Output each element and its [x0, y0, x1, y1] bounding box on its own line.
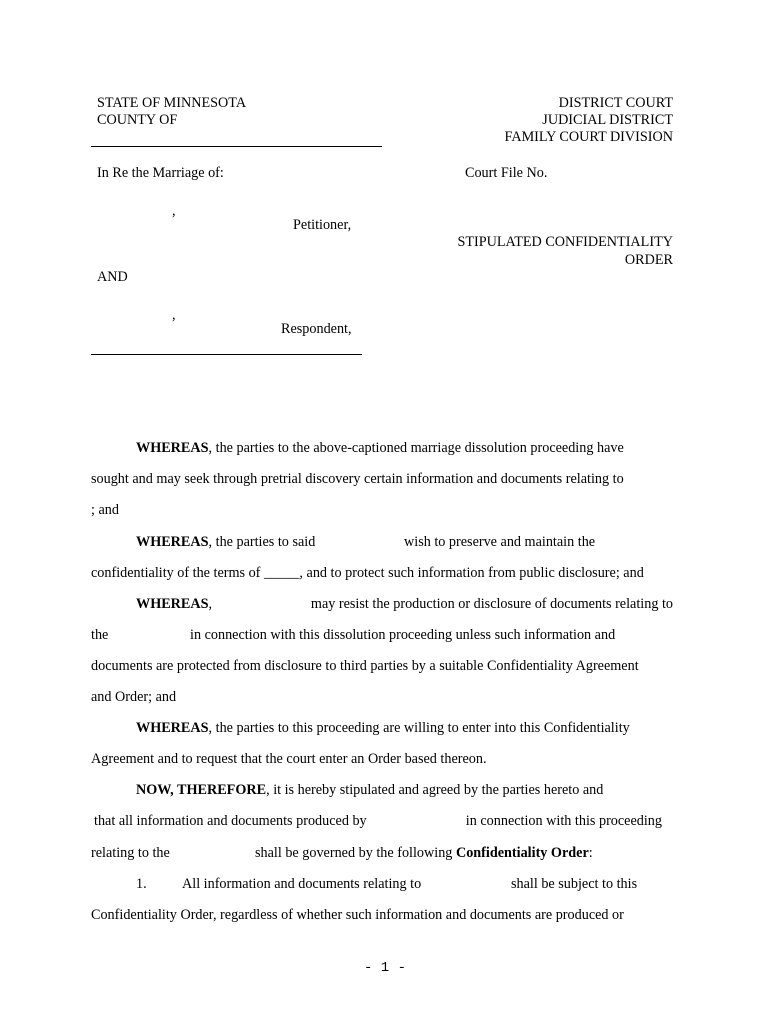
page-number: - 1 -	[363, 960, 406, 976]
state-name: STATE OF MINNESOTA	[97, 95, 247, 111]
county-label: COUNTY OF	[97, 112, 178, 128]
confidentiality-order-bold: Confidentiality Order	[455, 845, 589, 861]
whereas-3-line3: documents are protected from disclosure to third parties by a suitable Confidentiality Agreement	[91, 658, 639, 674]
document-title-line2: ORDER	[624, 252, 673, 268]
whereas-3-bold: WHEREAS	[136, 596, 209, 612]
in-re-label: In Re the Marriage of:	[97, 165, 224, 181]
court-file-label: Court File No.	[465, 165, 548, 181]
now-therefore-line3-colon: :	[588, 845, 593, 861]
item-1-text-a: All information and documents relating to	[182, 876, 422, 892]
now-therefore-line2-a: that all information and documents produced by	[94, 813, 367, 829]
petitioner-name-comma: ,	[172, 203, 176, 219]
and-label: AND	[97, 269, 128, 285]
whereas-2-line2: confidentiality of the terms of _____, and to protect such information from public disclosure; and	[91, 565, 644, 581]
whereas-3-text-a: ,	[208, 596, 213, 612]
now-therefore-line3-b	[255, 845, 593, 862]
whereas-1-line2: sought and may seek through pretrial discovery certain information and documents relating to	[91, 471, 624, 487]
whereas-4-line2: Agreement and to request that the court enter an Order based thereon.	[91, 751, 487, 767]
document-title-line1: STIPULATED CONFIDENTIALITY	[457, 234, 673, 250]
item-1-line2: Confidentiality Order, regardless of whether such information and documents are produced or	[91, 907, 624, 923]
whereas-3-line4: and Order; and	[91, 689, 177, 705]
court-division: FAMILY COURT DIVISION	[504, 129, 673, 145]
respondent-name-comma: ,	[172, 307, 176, 323]
whereas-2-bold: WHEREAS	[136, 534, 209, 550]
item-1-text-b: shall be subject to this	[511, 876, 638, 892]
judicial-district: JUDICIAL DISTRICT	[542, 112, 673, 128]
now-therefore-bold: NOW, THEREFORE	[136, 782, 267, 798]
item-1-number: 1.	[136, 876, 147, 892]
now-therefore-line3-text: shall be governed by the following	[255, 845, 453, 861]
whereas-4-bold: WHEREAS	[136, 720, 209, 736]
now-therefore-line3-a: relating to the	[91, 845, 170, 861]
whereas-1-line3: ; and	[91, 502, 119, 518]
county-underline	[91, 146, 382, 147]
whereas-2-text-b: wish to preserve and maintain the	[404, 534, 596, 550]
court-name: DISTRICT COURT	[558, 95, 673, 111]
whereas-4-text: , the parties to this proceeding are willing to enter into this Confidentiality	[208, 720, 630, 736]
caption-underline	[91, 354, 362, 355]
petitioner-label: Petitioner,	[293, 217, 352, 233]
whereas-3-line2-b: in connection with this dissolution proceeding unless such information and	[190, 627, 616, 643]
now-therefore-line2-b: in connection with this proceeding	[465, 813, 662, 829]
whereas-3-text-b: may resist the production or disclosure of documents relating to	[310, 596, 673, 612]
respondent-label: Respondent,	[281, 321, 352, 337]
whereas-1-text: , the parties to the above-captioned marriage dissolution proceeding have	[208, 440, 624, 456]
whereas-paragraph-1	[136, 440, 726, 457]
now-therefore-paragraph	[136, 782, 726, 799]
whereas-1-bold: WHEREAS	[136, 440, 209, 456]
now-therefore-text: , it is hereby stipulated and agreed by the parties hereto and	[266, 782, 604, 798]
whereas-paragraph-4	[136, 720, 726, 737]
whereas-3-line2-a: the	[91, 627, 109, 643]
whereas-2-text-a: , the parties to said	[208, 534, 316, 550]
